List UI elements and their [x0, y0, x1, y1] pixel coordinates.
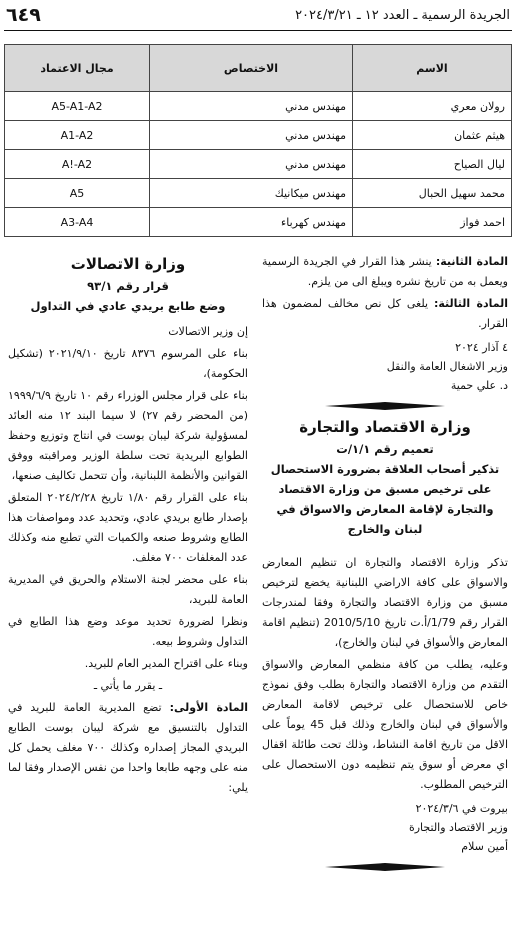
table-row	[5, 208, 512, 237]
cell-accreditation: A5	[5, 179, 150, 208]
article-two-label: المادة الثانية:	[435, 255, 509, 268]
table-header-row	[5, 45, 512, 92]
decision-paragraph: ونظرا لضرورة تحديد موعد وضع هذا الطابع في التداول وشروط بيعه.	[8, 615, 248, 648]
cell-name: احمد فواز	[353, 208, 512, 237]
decision-paragraph: بناء على القرار رقم ١/٨٠ تاريخ ٢٠٢٤/٢/٢٨ المتعلق بإصدار طابع بريدي عادي، وتحديد عدد ومواصفات هذا الطابع وشروط صنعه والكميات التي تطبع منه وكذلك عدد المغلفات ٧٠٠ مغلف.	[8, 491, 248, 564]
decision-intro: إن وزير الاتصالات	[168, 325, 248, 338]
gazette-title: الجريدة الرسمية ـ العدد ١٢ ـ ٢٠٢٤/٣/٢١	[295, 8, 510, 23]
decision-title: وضع طابع بريدي عادي في التداول	[30, 299, 226, 313]
table-row	[5, 150, 512, 179]
signature-title: وزير الاشغال العامة والنقل	[386, 360, 508, 373]
left-column	[8, 252, 248, 800]
cell-specialty: مهندس مدني	[150, 121, 353, 150]
article-two	[262, 252, 508, 292]
article-three-label: المادة الثالثة:	[433, 297, 508, 310]
circular-paragraph: وعليه، يطلب من كافة منظمي المعارض والاسواق التقدم من وزارة الاقتصاد والتجارة بطلب وفق نموذج خاص للاستحصال على ترخيص لاقامة المعارض والأسواق في لبنان والخارج وذلك قبل 45 يوماً على الاقل من تاريخ اقامة النشاط، وذلك تحت طائلة اقفال اي معرض أو سوق يتم تنظيمه دون الاستحصال على الترخيص المطلوب.	[262, 658, 508, 791]
cell-name: رولان معري	[353, 92, 512, 121]
signature-date: ٤ آذار ٢٠٢٤	[455, 341, 508, 354]
cell-accreditation: A!-A2	[5, 150, 150, 179]
header-rule	[4, 30, 512, 31]
page-number: ٦٤٩	[6, 4, 41, 26]
column-header-specialty: الاختصاص	[150, 45, 353, 92]
column-header-name: الاسم	[353, 45, 512, 92]
column-header-accreditation: مجال الاعتماد	[5, 45, 150, 92]
article-one-label: المادة الأولى:	[169, 701, 248, 714]
cell-specialty: مهندس مدني	[150, 150, 353, 179]
article-three-text: يلغى كل نص مخالف لمضمون هذا القرار.	[262, 297, 508, 330]
table-row	[5, 92, 512, 121]
signature-name: أمين سلام	[461, 840, 508, 853]
cell-name: ليال الصياح	[353, 150, 512, 179]
cell-specialty: مهندس ميكانيك	[150, 179, 353, 208]
decision-number: قرار رقم ٩٣/١	[87, 279, 169, 293]
article-one	[8, 698, 248, 798]
right-column	[262, 252, 508, 878]
signature-block-works	[262, 338, 508, 395]
signature-name: د. علي حمية	[450, 379, 508, 392]
cell-specialty: مهندس مدني	[150, 92, 353, 121]
decides-heading: ـ يقرر ما يأتي ـ	[93, 679, 163, 692]
ministry-heading-telecom: وزارة الاتصالات	[70, 255, 186, 273]
decision-paragraph: وبناء على اقتراح المدير العام للبريد.	[84, 657, 248, 670]
article-two-text: ينشر هذا القرار في الجريدة الرسمية ويعمل به من تاريخ نشره ويبلغ الى من يلزم.	[262, 255, 508, 288]
cell-accreditation: A3-A4	[5, 208, 150, 237]
separator-ornament	[325, 401, 445, 411]
signature-block-economy	[262, 799, 508, 856]
article-one-text: تضع المديرية العامة للبريد في التداول بالتنسيق مع شركة ليبان بوست الطابع البريدي المجاز إصداره وكذلك ٧٠٠ مغلف يحمل كل منه على وجهه طابعا واحدا من نفس الإصدار وفقا لما يلي:	[8, 701, 249, 794]
cell-name: هيثم عثمان	[353, 121, 512, 150]
circular-title: تذكير أصحاب العلاقة بضرورة الاستحصال على ترخيص مسبق من وزارة الاقتصاد والتجارة لإقامة المعارض والاسواق في لبنان والخارج	[270, 462, 500, 536]
cell-specialty: مهندس كهرباء	[150, 208, 353, 237]
decision-paragraph: بناء على المرسوم ٨٣٧٦ تاريخ ٢٠٢١/٩/١٠ (تشكيل الحكومة)،	[8, 347, 248, 380]
cell-name: محمد سهيل الحبال	[353, 179, 512, 208]
ministry-heading-economy: وزارة الاقتصاد والتجارة	[299, 418, 471, 436]
article-three	[262, 294, 508, 334]
separator-ornament	[325, 862, 445, 872]
decision-paragraph: بناء على محضر لجنة الاستلام والحريق في المديرية العامة للبريد،	[8, 573, 248, 606]
engineers-table	[4, 44, 512, 237]
circular-paragraph: تذكر وزارة الاقتصاد والتجارة ان تنظيم المعارض والاسواق على كافة الاراضي اللبنانية يخضع لترخيص مسبق من وزارة الاقتصاد والتجارة وفقا لمندرجات القرار رقم 1/79/أ.ت تاريخ 2010/5/10 (تنظيم اقامة المعارض والأسواق في لبنان والخارج)،	[262, 556, 508, 649]
table-row	[5, 179, 512, 208]
cell-accreditation: A5-A1-A2	[5, 92, 150, 121]
page-header	[6, 4, 510, 28]
circular-number: تعميم رقم ١/١/ت	[336, 442, 434, 456]
cell-accreditation: A1-A2	[5, 121, 150, 150]
decision-paragraph: بناء على قرار مجلس الوزراء رقم ١٠ تاريخ ١٩٩٩/٦/٩ (من المحضر رقم ٢٧) لا سيما البند ١٢ منه العائد لمسؤولية شركة ليبان بوست في انتاج وتوزيع وحفظ الطوابع البريدية تحت سلطة الوزير ومراقبته ووفق القوانين والأنظمة اللبنانية، وأن تتحمل تكاليف صنعها،	[8, 389, 248, 482]
signature-title: وزير الاقتصاد والتجارة	[408, 821, 508, 834]
table-row	[5, 121, 512, 150]
signature-date: بيروت في ٢٠٢٤/٣/٦	[415, 802, 508, 815]
